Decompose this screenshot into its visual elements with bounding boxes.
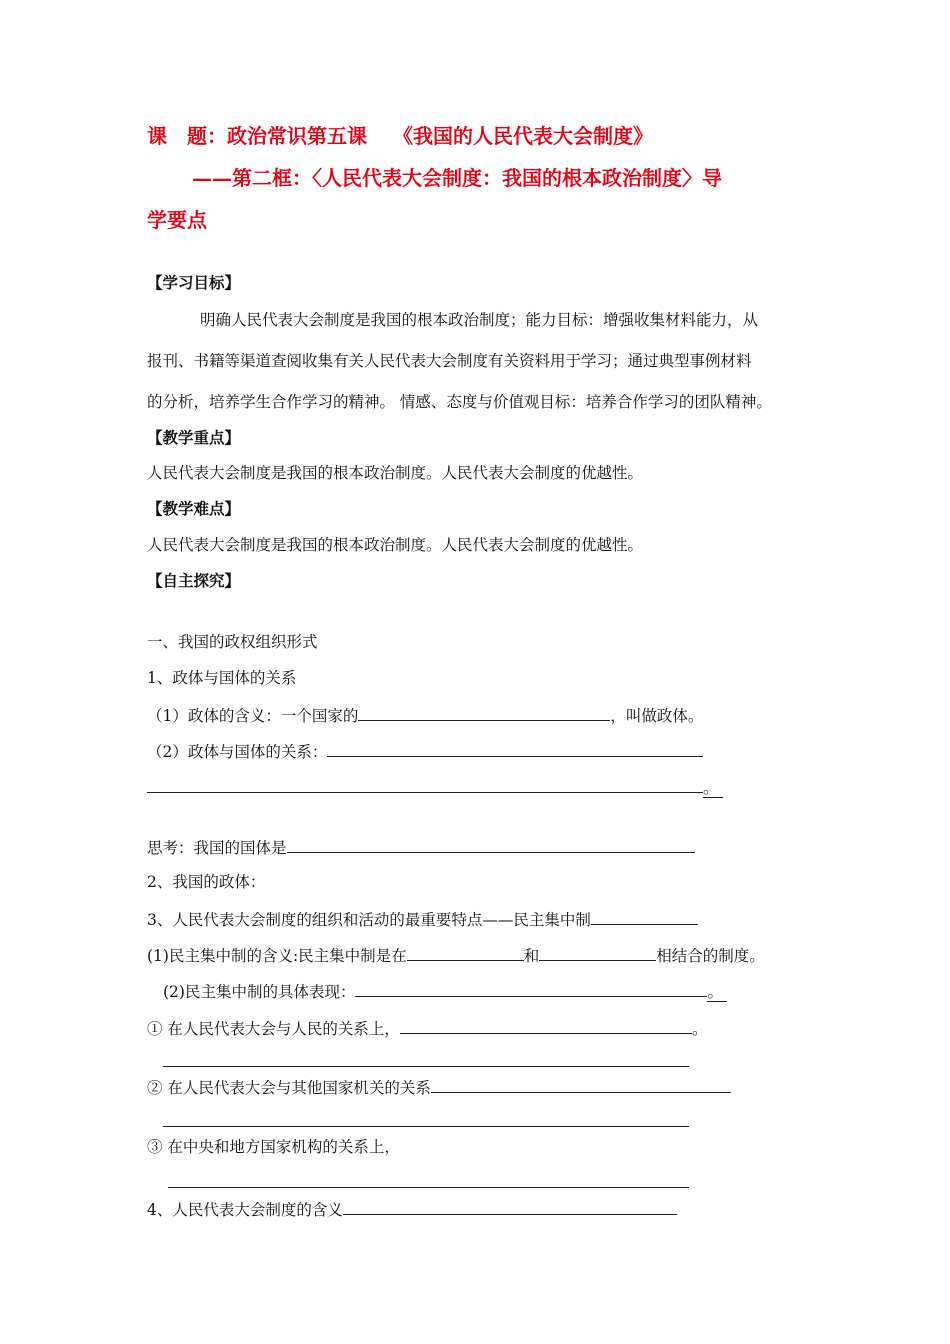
question-3-2-text: (2)民主集中制的具体表现：	[163, 983, 356, 1001]
title-line-3: 学要点	[147, 208, 207, 232]
goals-line-2: 报刊、书籍等渠道查阅收集有关人民代表大会制度有关资料用于学习；通过典型事例材料	[147, 352, 752, 370]
question-3-1	[147, 944, 765, 966]
think-text: 思考：我国的国体是	[147, 839, 287, 857]
title-line-1	[147, 122, 653, 150]
answer-blank-polity-definition[interactable]	[358, 704, 610, 721]
focus-text: 人民代表大会制度是我国的根本政治制度。人民代表大会制度的优越性。	[147, 464, 644, 482]
part-1-heading: 一、我国的政权组织形式	[147, 633, 318, 651]
question-2: 2、我国的政体：	[147, 873, 266, 891]
question-4-text: 4、人民代表大会制度的含义	[147, 1201, 343, 1219]
question-4	[147, 1198, 677, 1220]
question-3-text: 3、人民代表大会制度的组织和活动的最重要特点——民主集中制	[147, 911, 591, 929]
goals-line-3: 的分析，培养学生合作学习的精神。 情感、态度与价值观目标：培养合作学习的团队精神。	[147, 393, 772, 411]
question-3	[147, 908, 698, 930]
answer-line-item-1-extra[interactable]	[163, 1066, 689, 1067]
item-1	[147, 1017, 707, 1039]
think-question	[147, 836, 695, 858]
answer-blank-item-2[interactable]	[431, 1076, 731, 1093]
answer-blank-item-1[interactable]	[400, 1017, 692, 1034]
focus-heading: 【教学重点】	[147, 428, 241, 447]
goals-line-1: 明确人民代表大会制度是我国的根本政治制度；能力目标：增强收集材料能力，从	[200, 311, 759, 329]
title-course: 课 题：政治常识第五课	[147, 124, 367, 148]
answer-blank-polity-relation-1[interactable]	[327, 740, 703, 757]
answer-line-item-3[interactable]	[168, 1187, 689, 1188]
answer-line-item-2-extra[interactable]	[163, 1126, 689, 1127]
question-1-2-continued	[147, 776, 723, 798]
goals-heading: 【学习目标】	[147, 273, 241, 292]
question-1-1-suffix: ，叫做政体。	[610, 707, 704, 725]
question-1-1	[147, 704, 703, 726]
difficulty-heading: 【教学难点】	[147, 499, 241, 518]
question-3-1-and: 和	[523, 947, 540, 965]
title-line-2: ——第二框：〈人民代表大会制度：我国的根本政治制度〉导	[192, 166, 722, 190]
question-3-1-text: (1)民主集中制的含义:民主集中制是在	[147, 947, 407, 965]
answer-blank-polity-relation-2[interactable]	[147, 776, 703, 793]
answer-blank-democratic-centralism[interactable]	[591, 908, 698, 925]
question-3-2	[163, 980, 727, 1002]
answer-blank-npc-definition[interactable]	[343, 1198, 677, 1215]
question-1-1-text: （1）政体的含义：一个国家的	[147, 707, 359, 725]
item-1-end: 。	[691, 1020, 708, 1038]
explore-heading: 【自主探究】	[147, 571, 241, 590]
question-3-2-end: 。	[707, 983, 727, 1002]
difficulty-text: 人民代表大会制度是我国的根本政治制度。人民代表大会制度的优越性。	[147, 536, 644, 554]
answer-blank-manifestation[interactable]	[355, 980, 707, 997]
item-3: ③ 在中央和地方国家机构的关系上，	[147, 1138, 400, 1156]
question-1: 1、政体与国体的关系	[147, 669, 297, 687]
question-1-2-text: （2）政体与国体的关系：	[147, 743, 328, 761]
question-1-2	[147, 740, 703, 762]
item-1-text: ① 在人民代表大会与人民的关系上，	[147, 1020, 400, 1038]
item-2-text: ② 在人民代表大会与其他国家机关的关系	[147, 1079, 431, 1097]
title-book: 《我国的人民代表大会制度》	[393, 124, 653, 148]
question-3-1-suffix: 相结合的制度。	[656, 947, 765, 965]
question-1-2-end: 。	[703, 779, 723, 798]
answer-blank-combination-2[interactable]	[539, 944, 656, 961]
item-2	[147, 1076, 731, 1098]
answer-blank-state-system[interactable]	[287, 836, 695, 853]
answer-blank-combination-1[interactable]	[407, 944, 524, 961]
